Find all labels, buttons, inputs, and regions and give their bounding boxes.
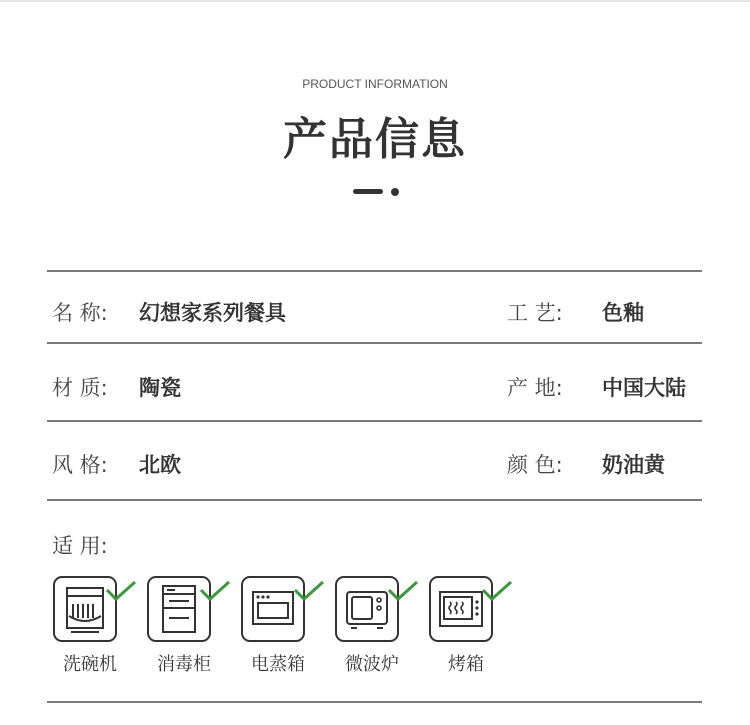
check-icon bbox=[104, 580, 138, 602]
craft-label: 工 艺: bbox=[507, 301, 563, 325]
name-label: 名 称: bbox=[52, 301, 108, 325]
appliance-name: 消毒柜 bbox=[157, 654, 211, 675]
table-divider bbox=[47, 420, 702, 422]
appliance-name: 电蒸箱 bbox=[251, 654, 305, 675]
style-value: 北欧 bbox=[139, 453, 181, 477]
color-label: 颜 色: bbox=[507, 453, 563, 477]
page-title: 产品信息 bbox=[283, 114, 467, 165]
table-divider bbox=[47, 499, 702, 501]
table-divider bbox=[47, 342, 702, 344]
check-icon bbox=[292, 580, 326, 602]
color-value: 奶油黄 bbox=[602, 453, 665, 477]
decoration-bar bbox=[353, 189, 383, 194]
appliance-dishwasher bbox=[48, 576, 138, 676]
appliance-name: 微波炉 bbox=[345, 654, 399, 675]
table-divider bbox=[47, 270, 702, 272]
top-divider bbox=[0, 0, 750, 2]
appliance-name: 洗碗机 bbox=[63, 654, 117, 675]
appliance-microwave bbox=[330, 576, 420, 676]
material-value: 陶瓷 bbox=[139, 376, 181, 400]
craft-value: 色釉 bbox=[602, 301, 644, 325]
name-value: 幻想家系列餐具 bbox=[139, 301, 286, 325]
page-subtitle: PRODUCT INFORMATION bbox=[302, 77, 448, 91]
table-divider bbox=[47, 701, 702, 703]
applicable-label: 适 用: bbox=[52, 534, 108, 558]
info-row bbox=[47, 372, 702, 406]
decoration-dot bbox=[391, 188, 399, 196]
info-row bbox=[47, 297, 702, 331]
origin-label: 产 地: bbox=[507, 376, 563, 400]
material-label: 材 质: bbox=[52, 376, 108, 400]
origin-value: 中国大陆 bbox=[602, 376, 686, 400]
appliance-oven bbox=[424, 576, 514, 676]
check-icon bbox=[386, 580, 420, 602]
check-icon bbox=[480, 580, 514, 602]
style-label: 风 格: bbox=[52, 453, 108, 477]
appliance-name: 烤箱 bbox=[448, 654, 484, 675]
appliance-steam-oven bbox=[236, 576, 326, 676]
check-icon bbox=[198, 580, 232, 602]
info-row bbox=[47, 449, 702, 483]
appliance-sterilizer bbox=[142, 576, 232, 676]
